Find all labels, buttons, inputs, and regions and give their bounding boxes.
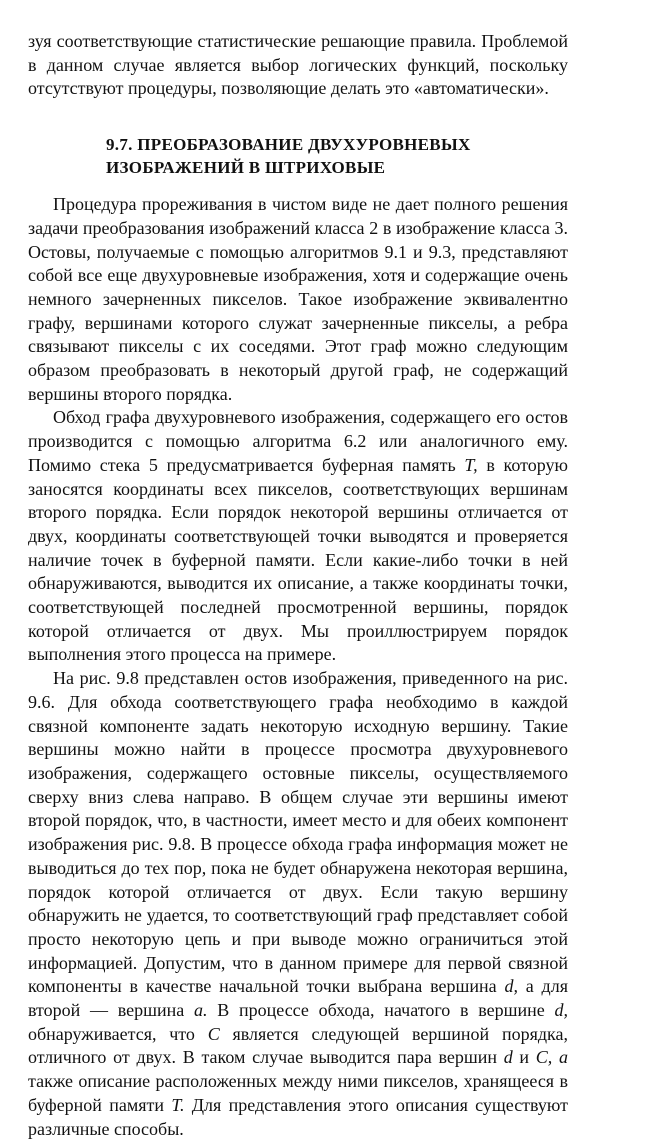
paragraph-1: Процедура прореживания в чистом виде не дает полного решения задачи преобразования изображений класса 2 в изображение класса 3. Остовы, получаемые с помощью алгоритмов 9.1 и 9.3, представляют собой все еще двухуровневые изображения, хотя и содержащие очень немного зачерненных пикселов. Такое изображение эквивалентно графу, вершинами которого служат зачерненные пикселы, а ребра связывают пикселы с их соседями. Этот граф можно следующим образом преобразовать в некоторый другой граф, не содержащий вершины второго порядка. xyxy=(28,194,568,404)
p3-text-d: обнаруживается, что xyxy=(28,1023,208,1044)
p3-text-g xyxy=(552,1047,559,1067)
section-title-line-1: ПРЕОБРАЗОВАНИЕ ДВУХУРОВНЕВЫХ xyxy=(137,135,471,155)
p3-text-h: также описание расположенных между ними пикселов, хранящееся в буферной памяти xyxy=(28,1071,568,1115)
p2-text-a: Обход графа двухуровневого изображения, содержащего его остов производится с помощью алгоритма 6.2 или аналогичного ему. Помимо стека 5 предусматривается буферная память xyxy=(28,407,568,475)
p3-variable-d-2: d, xyxy=(554,1000,568,1021)
p3-text-a: На рис. 9.8 представлен остов изображения, приведенного на рис. 9.6. Для обхода соответствующего графа необходимо в каждой связной компоненте задать некоторую исходную вершину. Такие вершины можно найти в процессе просмотра двухуровневого изображения, содержащего остовные пикселы, осуществляемого сверху вниз слева направо. В общем случае эти вершины имеют второй порядок, что, в частности, имеет место и для обеих компонент изображения рис. 9.8. В процессе обхода графа информация может не выводиться до тех пор, пока не будет обнаружена некоторая вершина, порядок которой отличается от двух. Если такую вершину обнаружить не удается, то соответствующий граф представляет собой просто некоторую цепь и при выводе можно ограничиться этой информацией. Допустим, что в данном примере для первой связной компоненты в качестве начальной точки выбрана вершина xyxy=(28,668,568,997)
section-heading-line-1 xyxy=(106,133,568,156)
p3-text-c: В процессе обхода, начатого в вершине xyxy=(207,1000,555,1021)
p2-text-b: в которую заносятся координаты всех пикселов, соответствующих вершинам второго порядка. Если порядок некоторой вершины отличается от двух, координаты соответствующей точки выводятся и проверяется наличие точек в буферной памяти. Если какие-либо точки в ней обнаруживаются, выводится их описание, а также координаты точки, соответствующей последней просмотренной вершины, порядок которой отличается от двух. Мы проиллюстрируем порядок выполнения этого процесса на примере. xyxy=(28,454,568,665)
page xyxy=(28,30,568,1141)
p2-variable-t: T, xyxy=(464,454,478,475)
p3-text-e: является следующей вершиной порядка, отличного от двух. В таком случае выводится пара вершин xyxy=(28,1023,568,1068)
p3-variable-d: d, xyxy=(504,976,518,997)
section-number: 9.7. xyxy=(106,135,133,155)
p3-text-b: а для второй — вершина xyxy=(28,976,568,1021)
p3-variable-c: C xyxy=(207,1023,220,1044)
paragraph-2 xyxy=(28,406,568,667)
section-title-line-2: ИЗОБРАЖЕНИЙ В ШТРИХОВЫЕ xyxy=(106,158,386,178)
paragraph-3 xyxy=(28,667,568,1141)
p3-variable-a: a. xyxy=(194,1000,208,1021)
p3-variable-d-3: d xyxy=(503,1047,513,1068)
p3-variable-t: T. xyxy=(171,1094,185,1115)
p3-text-f: и xyxy=(512,1047,536,1068)
p3-variable-a-2: a xyxy=(559,1047,568,1068)
section-heading xyxy=(106,133,568,179)
intro-paragraph: зуя соответствующие статистические решающие правила. Проблемой в данном случае является выбор логических функций, поскольку отсутствуют процедуры, позволяющие делать это «автоматически». xyxy=(28,31,568,99)
p3-variable-c-2: C, xyxy=(535,1047,553,1068)
p3-text-i: Для представления этого описания существуют различные способы. xyxy=(28,1094,569,1139)
